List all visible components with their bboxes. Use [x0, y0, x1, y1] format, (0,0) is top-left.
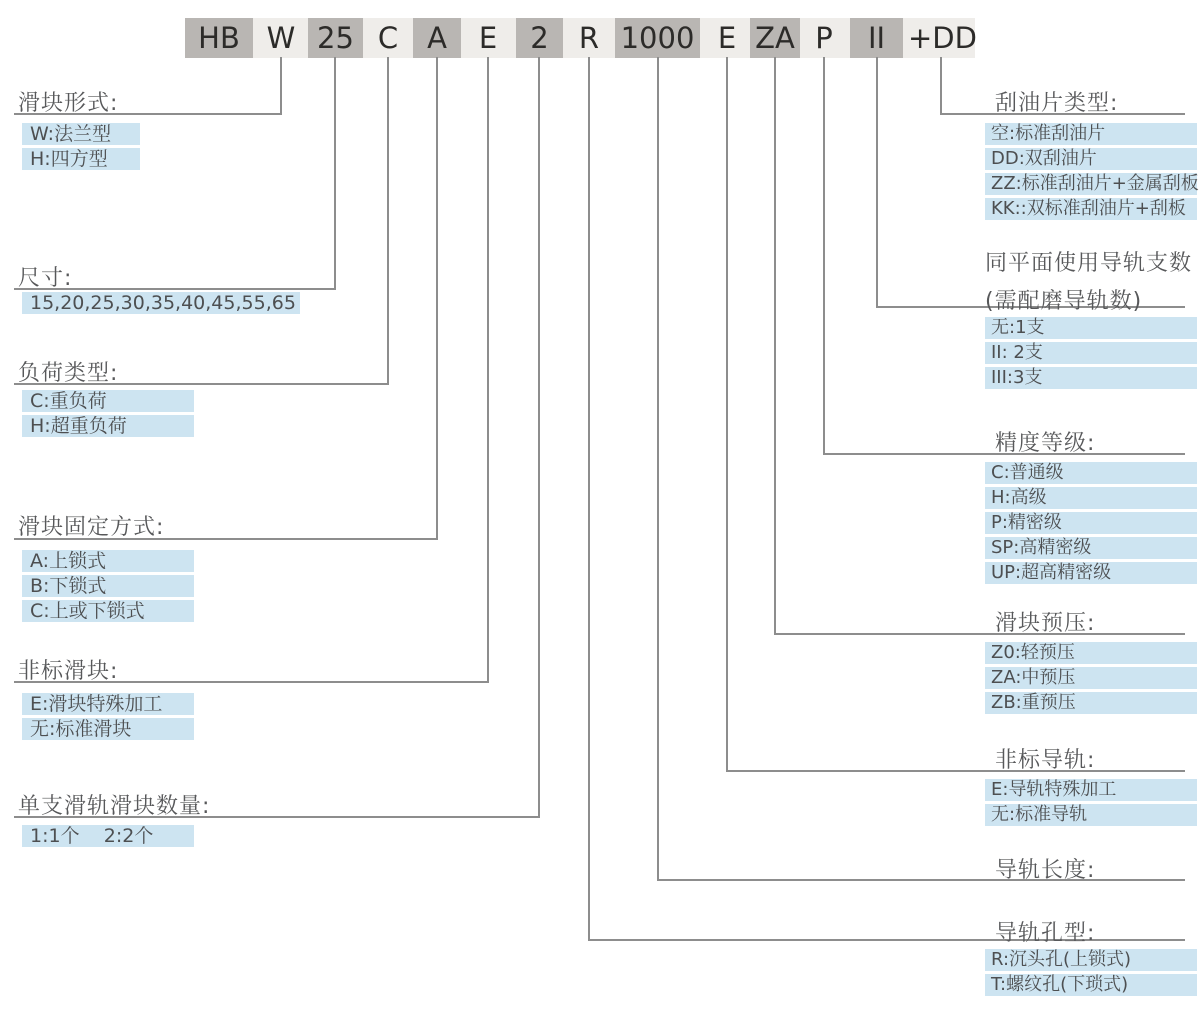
options-size: [22, 292, 300, 314]
option-row: 无:1支: [985, 317, 1197, 339]
option-row: ZA:中预压: [985, 667, 1197, 689]
section-title-scraper-type: 刮油片类型:: [995, 91, 1119, 116]
option-row: H:高级: [985, 487, 1197, 509]
option-row: II: 2支: [985, 342, 1197, 364]
options-scraper-type: [985, 123, 1197, 220]
section-title-preload: 滑块预压:: [995, 611, 1096, 636]
option-row: 无:标准导轨: [985, 804, 1197, 826]
option-row: C:普通级: [985, 462, 1197, 484]
option-row: ZB:重预压: [985, 692, 1197, 714]
code-segment-2: 2: [516, 18, 563, 58]
section-title-size: 尺寸:: [18, 266, 73, 291]
options-slider-count: [22, 825, 194, 847]
option-row: E:导轨特殊加工: [985, 779, 1197, 801]
option-row: A:上锁式: [22, 550, 194, 572]
options-fixing-method: [22, 550, 194, 622]
code-segment-25: 25: [308, 18, 363, 58]
connector-line-1000: [657, 57, 659, 881]
section-title-nonstd-slider: 非标滑块:: [18, 659, 119, 684]
options-precision-grade: [985, 462, 1197, 584]
code-segment-za: ZA: [750, 18, 800, 58]
section-title-slider-count: 单支滑轨滑块数量:: [18, 794, 211, 819]
option-row: III:3支: [985, 367, 1197, 389]
connector-line-p: [823, 57, 825, 455]
options-slider-form: [22, 123, 140, 170]
options-nonstd-slider: [22, 693, 194, 740]
section-title-rail-length: 导轨长度:: [995, 858, 1096, 883]
section-title-rail-hole-type: 导轨孔型:: [995, 921, 1096, 946]
option-row: 空:标准刮油片: [985, 123, 1197, 145]
connector-line-e2: [726, 57, 728, 772]
options-rail-hole-type: [985, 949, 1197, 996]
code-segment-p: P: [815, 21, 833, 55]
option-row: 无:标准滑块: [22, 718, 194, 740]
model-code-strip: [185, 18, 975, 58]
option-row: P:精密级: [985, 512, 1197, 534]
code-segment-dd: +DD: [908, 21, 977, 55]
code-segment-w: W: [266, 21, 296, 55]
option-row: C:上或下锁式: [22, 600, 194, 622]
option-row: W:法兰型: [22, 123, 140, 145]
code-segment-r: R: [578, 21, 600, 55]
options-rail-count: [985, 317, 1197, 389]
code-segment-hb: HB: [185, 18, 253, 58]
option-row: C:重负荷: [22, 390, 194, 412]
section-title-rail-count: [985, 246, 1192, 315]
option-row: 1:1个 2:2个: [22, 825, 194, 847]
underline-nonstd-rail: [726, 770, 1185, 772]
option-row: R:沉头孔(上锁式): [985, 949, 1197, 971]
section-title-load-type: 负荷类型:: [18, 361, 119, 386]
section-title-slider-form: 滑块形式:: [18, 91, 119, 116]
code-segment-c: C: [377, 21, 399, 55]
code-segment-1000: 1000: [615, 18, 700, 58]
option-row: Z0:轻预压: [985, 642, 1197, 664]
option-row: DD:双刮油片: [985, 148, 1197, 170]
code-segment-a: A: [413, 18, 461, 58]
option-row: ZZ:标准刮油片+金属刮板: [985, 173, 1197, 195]
rail-count-title-line2: (需配磨导轨数): [985, 289, 1143, 314]
connector-line-w: [280, 57, 282, 115]
connector-line-25: [334, 57, 336, 290]
section-title-precision-grade: 精度等级:: [995, 431, 1096, 456]
connector-line-a: [436, 57, 438, 540]
code-segment-ii: II: [850, 18, 903, 58]
section-title-fixing-method: 滑块固定方式:: [18, 515, 165, 540]
options-nonstd-rail: [985, 779, 1197, 826]
rail-count-title-line1: 同平面使用导轨支数: [985, 251, 1193, 276]
options-load-type: [22, 390, 194, 437]
connector-line-r: [588, 57, 590, 941]
connector-line-e1: [487, 57, 489, 683]
connector-line-2: [538, 57, 540, 818]
connector-line-dd: [940, 57, 942, 115]
options-preload: [985, 642, 1197, 714]
underline-rail-length: [657, 879, 1185, 881]
underline-rail-hole-type: [588, 939, 1185, 941]
option-row: B:下锁式: [22, 575, 194, 597]
underline-preload: [774, 633, 1185, 635]
connector-line-za: [774, 57, 776, 635]
connector-line-ii: [876, 57, 878, 308]
connector-line-c: [387, 57, 389, 385]
option-row: H:四方型: [22, 148, 140, 170]
option-row: E:滑块特殊加工: [22, 693, 194, 715]
option-row: 15,20,25,30,35,40,45,55,65: [22, 292, 300, 314]
option-row: UP:超高精密级: [985, 562, 1197, 584]
code-segment-e1: E: [478, 21, 498, 55]
option-row: H:超重负荷: [22, 415, 194, 437]
section-title-nonstd-rail: 非标导轨:: [995, 748, 1096, 773]
option-row: T:螺纹孔(下琐式): [985, 974, 1197, 996]
option-row: SP:高精密级: [985, 537, 1197, 559]
option-row: KK::双标准刮油片+刮板: [985, 198, 1197, 220]
code-segment-e2: E: [717, 21, 737, 55]
